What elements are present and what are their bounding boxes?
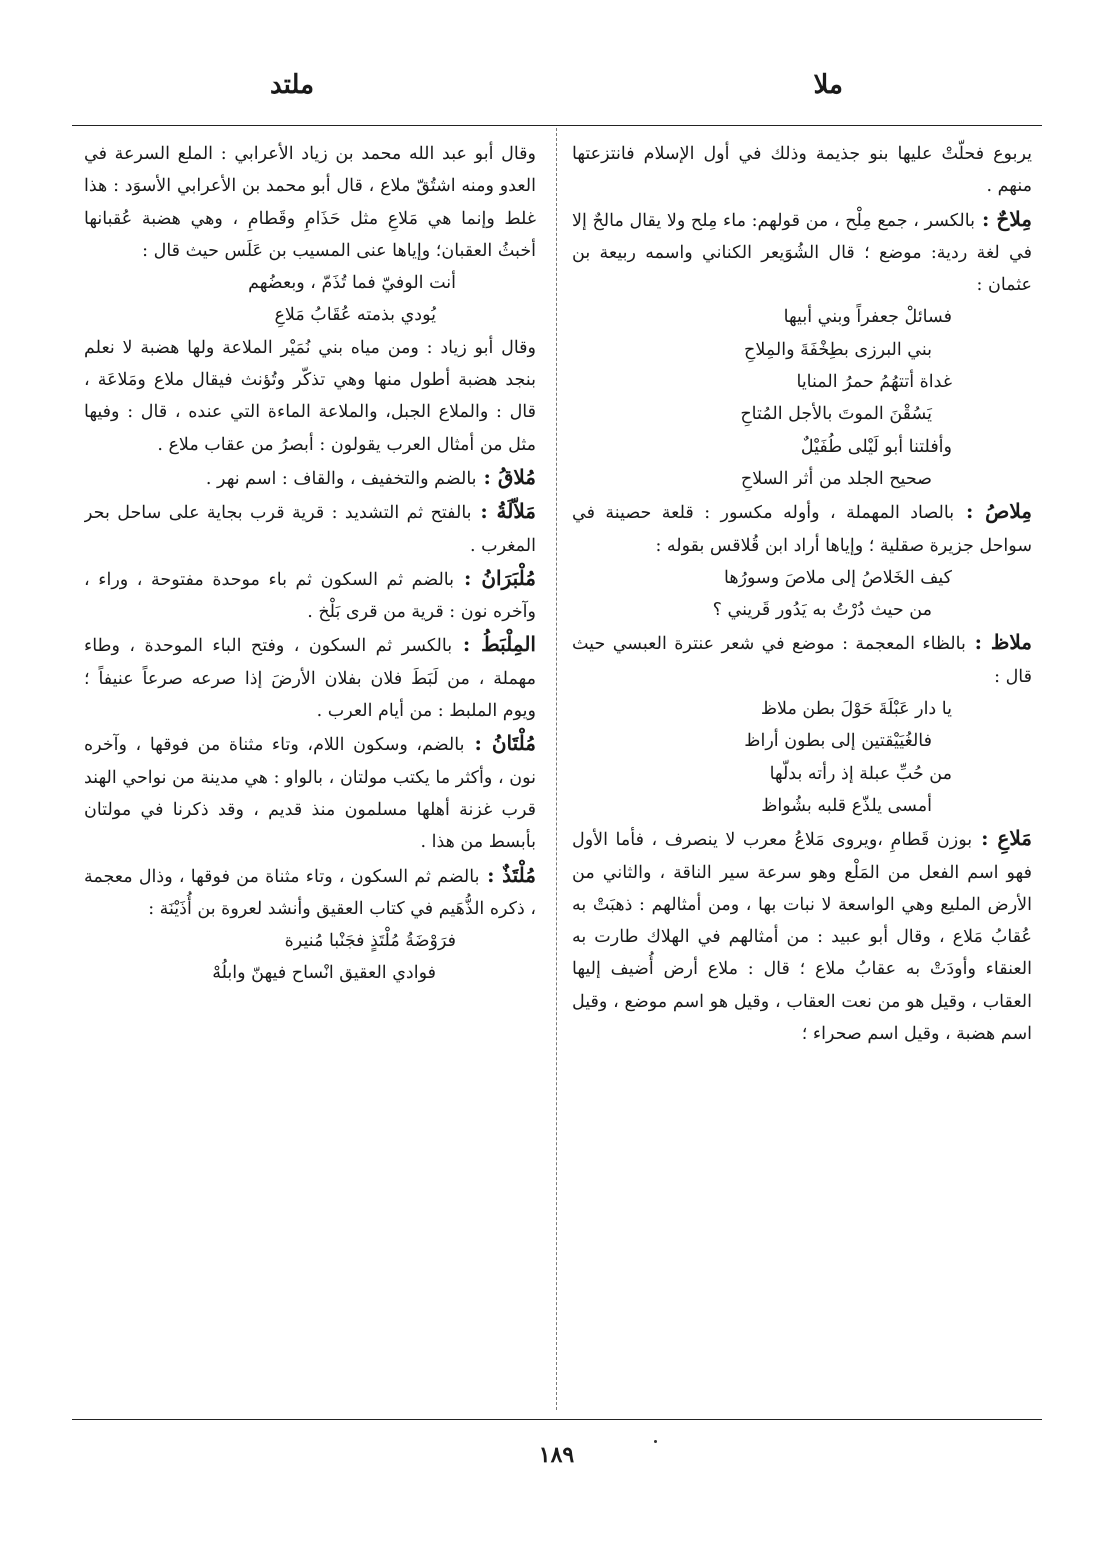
- dictionary-entry: [572, 203, 1032, 302]
- entry-text: بوزن قَطامِ ،ويروى مَلاعُ معرب لا ينصرف ، فأما الأول فهو اسم الفعل من المَلْع وهو سرعة سير الناقة ، والثاني من الأرض المليع وهي الواسعة لا نبات بها ، ومن أمثالهم : ذهبَتْ به عُقابُ مَلاع ، وقال أبو عبيد : من أمثالهم في الهلاك طارت به العنقاء وأودَتْ به عقابُ ملاع ؛ قال : ملاع أرض أُضيف إليها العقاب ، وقيل هو من نعت العقاب ، وقيل هو اسم موضع ، وقيل اسم هضبة ، وقيل اسم صحراء ؛: [572, 830, 1032, 1045]
- verse-line: يُودي بذمته عُقَابُ مَلاعِ: [274, 305, 436, 326]
- headword: المِلْبَطُ :: [452, 632, 536, 657]
- verse-line: فسائلْ جعفراً وبني أبيها: [783, 307, 952, 328]
- entry-continuation: [84, 138, 536, 267]
- entry-text: وقال أبو زياد : ومن مياه بني نُمَيْر الملاعة ولها هضبة لا نعلم بنجد هضبة أطول منها وهي تذكّر وتُؤنث فيقال ملاع ومَلاعَة ، قال : والملاع الجبل، والملاعة الماءة التي عنده ، قال : وفيها مثل من أمثال العرب يقولون : أبصرُ من عقاب ملاع .: [84, 337, 536, 455]
- entry-continuation: [84, 332, 536, 461]
- running-head-left: ملتد: [270, 70, 315, 100]
- dictionary-entry: [84, 562, 536, 629]
- verse-line: وأفلتنا أبو لَيْلى طُفَيْلٌ: [800, 436, 952, 457]
- verse: [84, 925, 536, 990]
- entry-text: بالضم ثم السكون ، وتاء مثناة من فوقها ، وذال معجمة ، ذكره الذُّهَيم في كتاب العقيق وأنشد لعروة بن أُذَيْنَة :: [84, 866, 536, 919]
- headword: مُلْبَرَانُ :: [454, 565, 536, 590]
- dictionary-entry: [84, 495, 536, 562]
- verse: [84, 267, 536, 332]
- headword: مَلاّلَةُ :: [471, 499, 536, 524]
- verse-line: غداة أتتهُمُ حمرُ المنايا: [796, 372, 952, 393]
- verse-line: من حُبِّ عبلة إذ رأته بدلّها: [769, 763, 952, 784]
- dictionary-entry: [84, 859, 536, 926]
- verse-line: يَسُقْنَ الموتَ بالأجل المُتاحِ: [740, 404, 932, 425]
- entry-text: بالفتح ثم التشديد : قرية قرب بجاية على ساحل بحر المغرب .: [84, 503, 536, 556]
- verse-line: يا دار عَبْلَةَ حَوْلَ بطن ملاظ: [760, 699, 952, 720]
- entry-text: يربوع فحلّتْ عليها بنو جذيمة وذلك في أول الإسلام فانتزعتها منهم .: [572, 144, 1032, 197]
- top-rule: [72, 125, 1042, 126]
- verse: [572, 366, 1032, 431]
- dictionary-entry: [572, 626, 1032, 693]
- verse: [572, 562, 1032, 627]
- headword: مَلاعِ :: [972, 826, 1032, 851]
- headword: مُلْتَذٌ :: [479, 862, 536, 887]
- bottom-rule: [72, 1419, 1042, 1420]
- column-divider: [556, 128, 557, 1410]
- entry-text: بالكسر ، جمع مِلْح ، من قولهم: ماء مِلح ولا يقال مالحٌ إلا في لغة ردية: موضع ؛ قال الشُوَيعر الكناني واسمه ربيعة بن عثمان :: [572, 210, 1032, 296]
- entry-continuation: [572, 138, 1032, 203]
- entry-text: بالضم ثم السكون ثم باء موحدة مفتوحة ، وراء ، وآخره نون : قرية من قرى بَلْخ .: [84, 569, 536, 623]
- verse-line: من حيث دُرْتُ به يَدُور قَريني ؟: [712, 600, 932, 621]
- dictionary-entry: [572, 822, 1032, 1050]
- entry-text: بالظاء المعجمة : موضع في شعر عنترة العبسي حيث قال :: [572, 634, 1032, 687]
- headword: مِلاصُ :: [954, 499, 1032, 524]
- verse: [572, 693, 1032, 758]
- verse: [572, 301, 1032, 366]
- headword: مُلْتَانُ :: [464, 731, 536, 756]
- entry-text: بالضم، وسكون اللام، وتاء مثناة من فوقها ، وآخره نون ، وأكثر ما يكتب مولتان ، بالواو : هي مدينة من نواحي الهند قرب غزنة أهلها مسلمون منذ قديم ، وقد ذكرنا في مولتان بأبسط من هذا .: [84, 735, 536, 853]
- verse-line: بني البرزى بطِخْفَةَ والمِلاحِ: [744, 339, 932, 360]
- right-column: [572, 138, 1032, 1413]
- dictionary-entry: [84, 461, 536, 495]
- entry-text: بالضم والتخفيف ، والقاف : اسم نهر .: [205, 468, 477, 489]
- entry-text: بالصاد المهملة ، وأوله مكسور : قلعة حصينة في سواحل جزيرة صقلية ؛ وإياها أراد ابن قُلاقس بقوله :: [572, 503, 1032, 556]
- verse: [572, 758, 1032, 823]
- verse-line: فرَوْضَةُ مُلْتَذٍ فجَنْبا مُنيرة: [284, 931, 456, 952]
- verse-line: كيف الخَلاصُ إلى ملاصَ وسورُها: [724, 567, 952, 588]
- verse-line: صحيح الجلد من أثر السلاحِ: [740, 468, 932, 489]
- headword: مُلاقُ :: [476, 464, 536, 489]
- dictionary-entry: [572, 495, 1032, 562]
- verse-line: أمسى يلذّع قلبه بشُواظ: [761, 795, 932, 816]
- headword: مِلاحٌ :: [974, 206, 1032, 231]
- verse-line: أنت الوفيّ فما تُذَمّ ، وبعضُهم: [248, 273, 456, 294]
- running-head-right: ملا: [813, 70, 843, 100]
- dictionary-entry: [84, 628, 536, 727]
- verse-line: فالغُيَيْقتين إلى بطون أراظ: [744, 731, 932, 752]
- entry-text: بالكسر ثم السكون ، وفتح الباء الموحدة ، وطاء مهملة ، من لَبَطَ فلان بفلان الأرضَ إذا صرعه صرعاً عنيفاً ؛ ويوم الملبط : من أيام العرب .: [84, 636, 536, 722]
- headword: ملاظ :: [965, 630, 1032, 655]
- dictionary-entry: [84, 727, 536, 858]
- verse: [572, 431, 1032, 496]
- entry-text: وقال أبو عبد الله محمد بن زياد الأعرابي : الملع السرعة في العدو ومنه اشتُقّ ملاع ، قال أبو محمد بن الأعرابي الأسوَد : هذا غلط وإنما هي مَلاعِ مثل حَذَامِ وقَطامِ ، وهي هضبة عُقبانها أخبثُ العقبان؛ وإياها عنى المسيب بن عَلَس حيث قال :: [84, 144, 536, 261]
- left-column: [84, 138, 536, 1413]
- verse-line: فوادي العقيق انْساح فيهنّ وابلُهْ: [212, 963, 436, 984]
- page-number: ١٨٩: [538, 1442, 575, 1468]
